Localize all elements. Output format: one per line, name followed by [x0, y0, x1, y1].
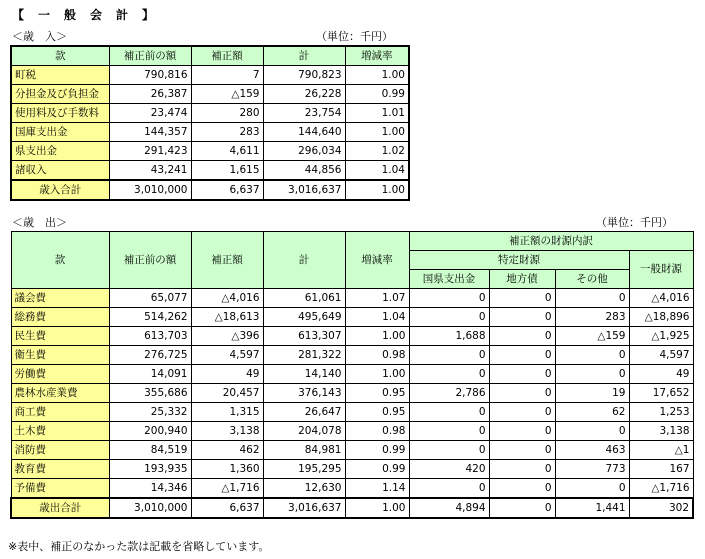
table-cell: △159	[191, 85, 263, 104]
expenditure-table	[10, 231, 694, 519]
table-cell: 1.00	[345, 365, 409, 384]
revenue-table-body	[11, 66, 409, 201]
table-cell: 144,357	[109, 123, 191, 142]
table-row	[11, 460, 693, 479]
table-cell: 0	[489, 308, 555, 327]
expenditure-col-kan: 款	[11, 232, 109, 289]
table-cell: 20,457	[191, 384, 263, 403]
table-cell: 0.98	[345, 422, 409, 441]
footnote: ※表中、補正のなかった款は記載を省略しています。	[8, 540, 270, 553]
total-row	[11, 498, 693, 518]
table-cell: △1,716	[191, 479, 263, 499]
expenditure-col-general: 一般財源	[629, 251, 693, 289]
table-cell: 0	[409, 365, 489, 384]
row-label: 教育費	[11, 460, 109, 479]
table-cell: 19	[555, 384, 629, 403]
revenue-unit-label: （単位：千円）	[316, 30, 393, 43]
page-title: 【 一 般 会 計 】	[12, 8, 156, 22]
table-cell: 0	[409, 308, 489, 327]
revenue-heading: ＜歳 入＞	[12, 30, 67, 43]
table-cell: 0	[489, 365, 555, 384]
table-row	[11, 142, 409, 161]
table-cell: 773	[555, 460, 629, 479]
table-cell: 12,630	[263, 479, 345, 499]
expenditure-table-body	[11, 289, 693, 519]
table-cell: 0.95	[345, 384, 409, 403]
table-cell: 2,786	[409, 384, 489, 403]
table-cell: 1.00	[345, 66, 409, 85]
row-label: 使用料及び手数料	[11, 104, 109, 123]
table-cell: 1,615	[191, 161, 263, 181]
table-cell: 0.99	[345, 85, 409, 104]
table-cell: 0	[489, 346, 555, 365]
table-cell: 613,703	[109, 327, 191, 346]
table-cell: 0	[489, 422, 555, 441]
table-cell: 4,597	[629, 346, 693, 365]
table-cell: 84,981	[263, 441, 345, 460]
row-label: 商工費	[11, 403, 109, 422]
table-cell: 25,332	[109, 403, 191, 422]
table-cell: △1	[629, 441, 693, 460]
table-cell: 43,241	[109, 161, 191, 181]
revenue-col-sum: 計	[263, 46, 345, 66]
table-cell: 1.04	[345, 161, 409, 181]
table-cell: 0	[555, 422, 629, 441]
table-cell: 62	[555, 403, 629, 422]
table-cell: 296,034	[263, 142, 345, 161]
table-cell: 4,894	[409, 498, 489, 518]
table-cell: 790,816	[109, 66, 191, 85]
table-cell: 283	[555, 308, 629, 327]
table-cell: 3,010,000	[109, 180, 191, 200]
table-cell: △159	[555, 327, 629, 346]
table-cell: 0.99	[345, 460, 409, 479]
table-cell: 1,688	[409, 327, 489, 346]
table-row	[11, 422, 693, 441]
table-cell: 167	[629, 460, 693, 479]
table-cell: 23,474	[109, 104, 191, 123]
table-cell: 0.98	[345, 346, 409, 365]
table-cell: 0	[409, 479, 489, 499]
table-cell: 1.01	[345, 104, 409, 123]
table-row	[11, 365, 693, 384]
table-cell: 280	[191, 104, 263, 123]
table-cell: 3,016,637	[263, 498, 345, 518]
table-cell: 1.04	[345, 308, 409, 327]
table-cell: △4,016	[191, 289, 263, 308]
expenditure-col-specific: 特定財源	[409, 251, 629, 270]
table-cell: 193,935	[109, 460, 191, 479]
table-cell: 1,360	[191, 460, 263, 479]
expenditure-col-breakdown: 補正額の財源内訳	[409, 232, 693, 251]
expenditure-col-sum: 計	[263, 232, 345, 289]
table-cell: 195,295	[263, 460, 345, 479]
table-cell: 790,823	[263, 66, 345, 85]
table-cell: 26,387	[109, 85, 191, 104]
table-cell: 23,754	[263, 104, 345, 123]
expenditure-col-amount: 補正額	[191, 232, 263, 289]
revenue-table	[10, 45, 410, 201]
row-label: 議会費	[11, 289, 109, 308]
table-cell: 200,940	[109, 422, 191, 441]
table-cell: 283	[191, 123, 263, 142]
table-cell: 0	[555, 479, 629, 499]
table-cell: 17,652	[629, 384, 693, 403]
row-label: 農林水産業費	[11, 384, 109, 403]
table-cell: 4,597	[191, 346, 263, 365]
table-cell: 0	[489, 327, 555, 346]
table-cell: 49	[629, 365, 693, 384]
table-cell: 1.00	[345, 498, 409, 518]
table-cell: 0	[409, 441, 489, 460]
table-cell: 44,856	[263, 161, 345, 181]
table-cell: 0	[489, 460, 555, 479]
expenditure-col-bond: 地方債	[489, 270, 555, 289]
table-cell: 1.07	[345, 289, 409, 308]
row-label: 土木費	[11, 422, 109, 441]
revenue-header-row	[11, 46, 409, 66]
expenditure-header-row-1	[11, 232, 693, 251]
table-row	[11, 308, 693, 327]
revenue-col-rate: 増減率	[345, 46, 409, 66]
table-cell: 276,725	[109, 346, 191, 365]
table-cell: 291,423	[109, 142, 191, 161]
table-cell: 376,143	[263, 384, 345, 403]
row-label: 県支出金	[11, 142, 109, 161]
table-cell: 0	[489, 384, 555, 403]
table-cell: 7	[191, 66, 263, 85]
table-cell: 61,061	[263, 289, 345, 308]
table-row	[11, 403, 693, 422]
table-row	[11, 384, 693, 403]
table-row	[11, 123, 409, 142]
row-label: 労働費	[11, 365, 109, 384]
table-cell: 3,016,637	[263, 180, 345, 200]
table-cell: 14,140	[263, 365, 345, 384]
table-cell: 463	[555, 441, 629, 460]
table-cell: 495,649	[263, 308, 345, 327]
table-cell: 1.02	[345, 142, 409, 161]
expenditure-col-other: その他	[555, 270, 629, 289]
table-cell: 3,010,000	[109, 498, 191, 518]
table-row	[11, 346, 693, 365]
table-cell: 462	[191, 441, 263, 460]
table-cell: 0	[409, 422, 489, 441]
row-label: 消防費	[11, 441, 109, 460]
table-cell: 514,262	[109, 308, 191, 327]
table-cell: 0	[489, 403, 555, 422]
table-cell: 6,637	[191, 180, 263, 200]
expenditure-heading: ＜歳 出＞	[12, 216, 67, 229]
table-cell: △18,613	[191, 308, 263, 327]
expenditure-col-before: 補正前の額	[109, 232, 191, 289]
table-cell: △1,925	[629, 327, 693, 346]
expenditure-unit-label: （単位：千円）	[596, 216, 673, 229]
row-label: 歳入合計	[11, 180, 109, 200]
table-cell: 1.00	[345, 327, 409, 346]
table-cell: 3,138	[191, 422, 263, 441]
revenue-col-kan: 款	[11, 46, 109, 66]
table-cell: 0	[555, 365, 629, 384]
table-cell: △396	[191, 327, 263, 346]
table-cell: 3,138	[629, 422, 693, 441]
table-cell: 0	[489, 289, 555, 308]
table-cell: 14,091	[109, 365, 191, 384]
table-cell: 302	[629, 498, 693, 518]
row-label: 歳出合計	[11, 498, 109, 518]
table-cell: 1,315	[191, 403, 263, 422]
row-label: 町税	[11, 66, 109, 85]
table-cell: 0	[409, 289, 489, 308]
table-cell: 144,640	[263, 123, 345, 142]
table-row	[11, 66, 409, 85]
table-cell: 0	[489, 441, 555, 460]
table-cell: 84,519	[109, 441, 191, 460]
table-cell: 6,637	[191, 498, 263, 518]
table-cell: △18,896	[629, 308, 693, 327]
table-cell: 0	[555, 346, 629, 365]
table-cell: 4,611	[191, 142, 263, 161]
table-cell: △1,716	[629, 479, 693, 499]
table-cell: 204,078	[263, 422, 345, 441]
row-label: 分担金及び負担金	[11, 85, 109, 104]
table-cell: 65,077	[109, 289, 191, 308]
row-label: 諸収入	[11, 161, 109, 181]
table-cell: 0	[489, 498, 555, 518]
table-row	[11, 479, 693, 499]
table-cell: 0.99	[345, 441, 409, 460]
table-row	[11, 289, 693, 308]
table-cell: 1,441	[555, 498, 629, 518]
table-cell: 0	[555, 289, 629, 308]
expenditure-col-rate: 増減率	[345, 232, 409, 289]
table-cell: 613,307	[263, 327, 345, 346]
table-cell: 1.14	[345, 479, 409, 499]
table-cell: 0	[409, 403, 489, 422]
row-label: 予備費	[11, 479, 109, 499]
table-cell: 1.00	[345, 180, 409, 200]
table-cell: △4,016	[629, 289, 693, 308]
revenue-col-amount: 補正額	[191, 46, 263, 66]
table-cell: 49	[191, 365, 263, 384]
table-cell: 0	[409, 346, 489, 365]
table-cell: 281,322	[263, 346, 345, 365]
table-row	[11, 104, 409, 123]
table-row	[11, 441, 693, 460]
table-row	[11, 327, 693, 346]
table-cell: 1.00	[345, 123, 409, 142]
row-label: 総務費	[11, 308, 109, 327]
row-label: 民生費	[11, 327, 109, 346]
table-cell: 355,686	[109, 384, 191, 403]
table-cell: 14,346	[109, 479, 191, 499]
table-row	[11, 161, 409, 181]
expenditure-col-national: 国県支出金	[409, 270, 489, 289]
table-cell: 1,253	[629, 403, 693, 422]
row-label: 国庫支出金	[11, 123, 109, 142]
table-cell: 420	[409, 460, 489, 479]
row-label: 衛生費	[11, 346, 109, 365]
table-cell: 26,228	[263, 85, 345, 104]
table-cell: 0.95	[345, 403, 409, 422]
table-row	[11, 85, 409, 104]
table-cell: 26,647	[263, 403, 345, 422]
table-cell: 0	[489, 479, 555, 499]
revenue-col-before: 補正前の額	[109, 46, 191, 66]
total-row	[11, 180, 409, 200]
